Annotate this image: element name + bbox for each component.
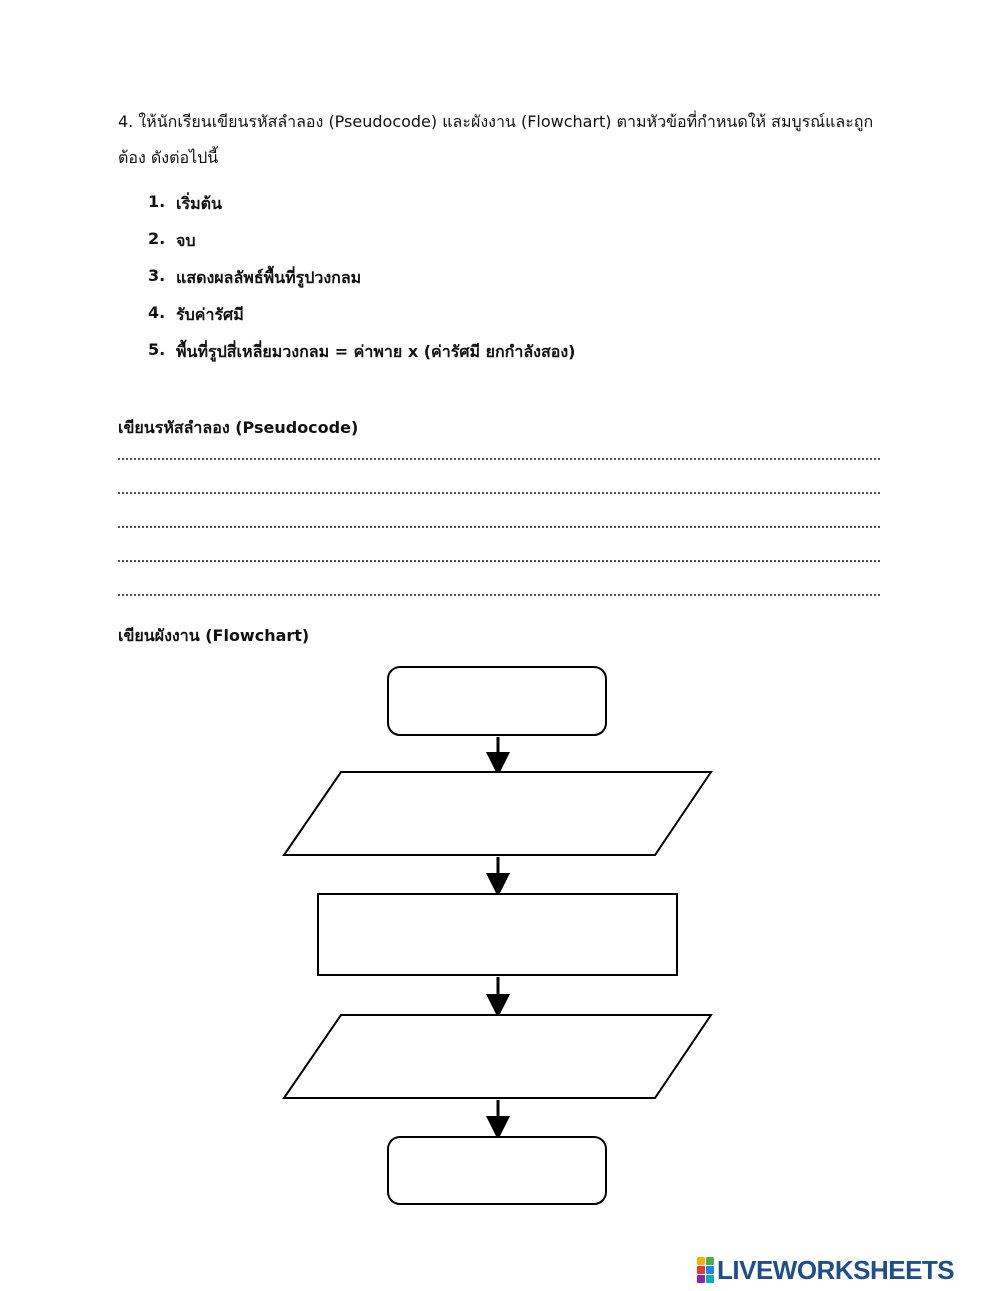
- item-text: จบ: [176, 231, 196, 250]
- input-parallelogram[interactable]: [284, 772, 711, 855]
- process-rectangle[interactable]: [318, 894, 677, 975]
- item-number: 3.: [148, 266, 166, 285]
- item-number: 1.: [148, 192, 166, 211]
- question-text: 4. ให้นักเรียนเขียนรหัสลำลอง (Pseudocode) และผังงาน (Flowchart) ตามหัวข้อที่กำหนดให้ สมบูรณ์และถูกต้อง ดังต่อไปนี้: [118, 112, 874, 167]
- item-text: แสดงผลลัพธ์พื้นที่รูปวงกลม: [176, 268, 362, 287]
- terminal-start-box[interactable]: [388, 667, 606, 735]
- liveworksheets-logo-icon: [697, 1257, 714, 1283]
- liveworksheets-logo: [697, 1256, 954, 1284]
- pseudocode-heading: เขียนรหัสลำลอง (Pseudocode): [118, 418, 359, 437]
- terminal-end-box[interactable]: [388, 1137, 606, 1204]
- item-text: เริ่มต้น: [176, 194, 222, 213]
- item-number: 2.: [148, 229, 166, 248]
- liveworksheets-logo-text: LIVEWORKSHEETS: [717, 1254, 955, 1285]
- output-parallelogram[interactable]: [284, 1015, 711, 1098]
- item-text: รับค่ารัศมี: [176, 305, 244, 324]
- flowchart-heading: เขียนผังงาน (Flowchart): [118, 626, 310, 645]
- item-number: 5.: [148, 340, 166, 359]
- item-number: 4.: [148, 303, 166, 322]
- item-text: พื้นที่รูปสี่เหลี่ยมวงกลม = ค่าพาย x (ค่ารัศมี ยกกำลังสอง): [176, 342, 576, 361]
